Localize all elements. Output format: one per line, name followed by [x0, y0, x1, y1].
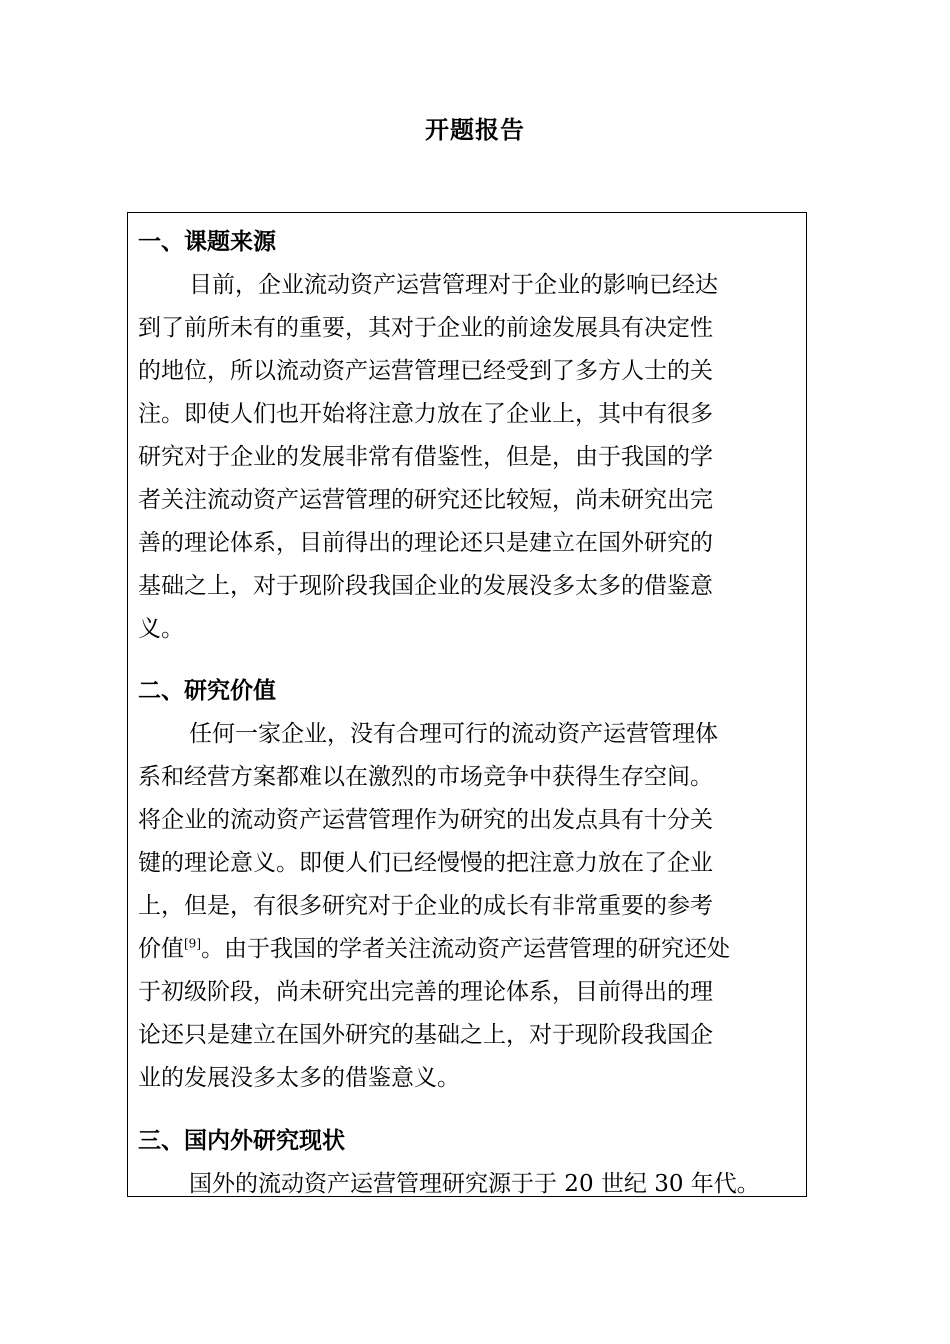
report-content-box — [127, 212, 807, 1197]
paragraph-line: 的地位，所以流动资产运营管理已经受到了多方人士的关 — [138, 358, 713, 384]
paragraph-line: 到了前所未有的重要，其对于企业的前途发展具有决定性 — [138, 315, 713, 341]
section-heading: 二、研究价值 — [138, 678, 276, 704]
paragraph-line: 义。 — [138, 616, 184, 642]
paragraph-line: 上，但是，有很多研究对于企业的成长有非常重要的参考 — [138, 893, 713, 919]
paragraph-line: 将企业的流动资产运营管理作为研究的出发点具有十分关 — [138, 807, 713, 833]
paragraph-line: 注。即使人们也开始将注意力放在了企业上，其中有很多 — [138, 401, 713, 427]
paragraph-line: 键的理论意义。即便人们已经慢慢的把注意力放在了企业 — [138, 850, 713, 876]
paragraph-line: 于初级阶段，尚未研究出完善的理论体系，目前得出的理 — [138, 979, 713, 1005]
paragraph-line: 目前，企业流动资产运营管理对于企业的影响已经达 — [189, 272, 718, 298]
paragraph-line: 研究对于企业的发展非常有借鉴性，但是，由于我国的学 — [138, 444, 713, 470]
paragraph-line: 系和经营方案都难以在激烈的市场竞争中获得生存空间。 — [138, 764, 713, 790]
section-research-value — [138, 670, 800, 1100]
section-heading: 三、国内外研究现状 — [138, 1128, 345, 1154]
paragraph-line — [138, 928, 800, 971]
line-text: 。由于我国的学者关注流动资产运营管理的研究还处 — [201, 936, 730, 962]
paragraph-line: 善的理论体系，目前得出的理论还只是建立在国外研究的 — [138, 530, 713, 556]
paragraph-line: 论还只是建立在国外研究的基础之上，对于现阶段我国企 — [138, 1022, 713, 1048]
section-topic-source — [138, 221, 800, 651]
section-research-status — [138, 1120, 800, 1197]
paragraph-line: 任何一家企业，没有合理可行的流动资产运营管理体 — [189, 721, 718, 747]
line-text: 价值 — [138, 936, 184, 962]
paragraph-line: 业的发展没多太多的借鉴意义。 — [138, 1065, 460, 1091]
paragraph-line: 者关注流动资产运营管理的研究还比较短，尚未研究出完 — [138, 487, 713, 513]
paragraph-line: 国外的流动资产运营管理研究源于于 20 世纪 30 年代。 — [189, 1171, 760, 1197]
paragraph-line: 基础之上，对于现阶段我国企业的发展没多太多的借鉴意 — [138, 573, 713, 599]
citation-superscript: [9] — [184, 936, 201, 951]
section-heading: 一、课题来源 — [138, 229, 276, 255]
page-title: 开题报告 — [425, 116, 525, 144]
